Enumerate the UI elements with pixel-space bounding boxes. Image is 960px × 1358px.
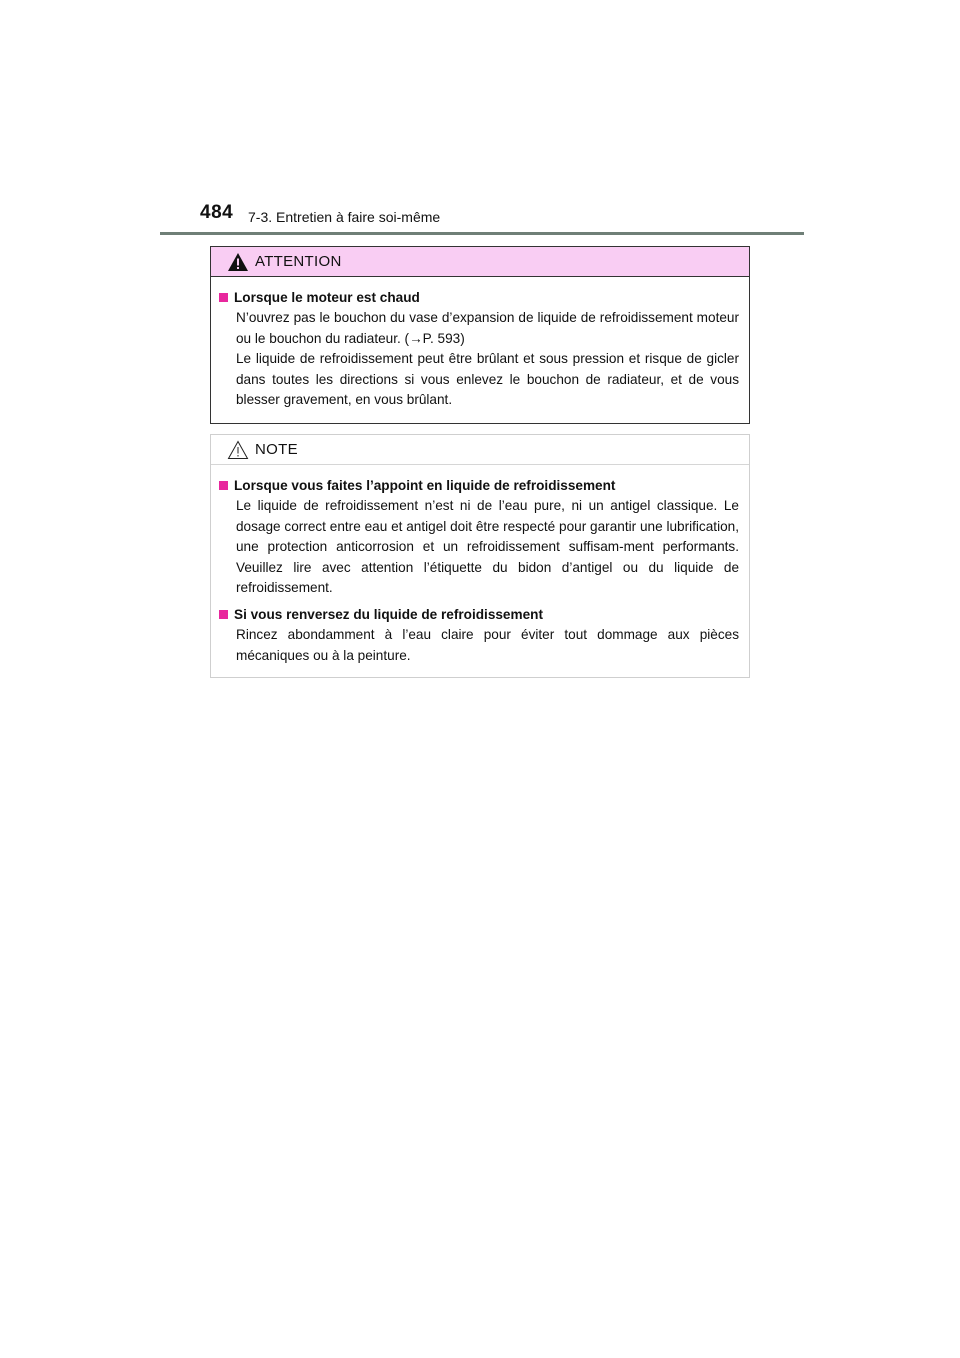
page-header: [200, 202, 800, 232]
warning-triangle-icon: [227, 252, 249, 272]
caution-item: [219, 290, 739, 411]
note-box: [210, 434, 750, 678]
note-item-title-text: Lorsque vous faites l’appoint en liquide de refroidissement: [234, 478, 616, 493]
bullet-square-icon: [219, 293, 228, 302]
caution-paragraph: Le liquide de refroidissement peut être brûlant et sous pression et risque de gicler dans toutes les directions si vous enlevez le bouchon de radiateur, et de vous blesser gravement, en vous brûlant.: [236, 351, 739, 408]
header-rule: [160, 232, 804, 235]
note-label: NOTE: [255, 441, 298, 458]
bullet-square-icon: [219, 610, 228, 619]
caution-item-title-text: Lorsque le moteur est chaud: [234, 290, 420, 305]
note-paragraph: Le liquide de refroidissement n’est ni de l’eau pure, ni un antigel classique. Le dosage correct entre eau et antigel doit être respecté pour garantir une lubrification, une protection anticorrosion et un refroidissement suffisam-ment performants. Veuillez lire avec attention l’étiquette du bidon d’antigel ou du liquide de refroidissement.: [236, 498, 739, 596]
note-body: [211, 465, 749, 666]
note-item-title-text: Si vous renversez du liquide de refroidissement: [234, 606, 543, 622]
note-paragraph: Rincez abondamment à l’eau claire pour éviter tout dommage aux pièces mécaniques ou à la peinture.: [236, 626, 739, 663]
note-item: [219, 478, 739, 599]
caution-body: [211, 277, 749, 411]
caution-label: ATTENTION: [255, 253, 342, 270]
note-item-title: [219, 607, 739, 622]
note-item: [219, 607, 739, 666]
caution-header: [211, 247, 749, 277]
caution-item-title: [219, 290, 739, 305]
section-title: 7-3. Entretien à faire soi-même: [248, 209, 441, 225]
page-number: 484: [200, 202, 234, 223]
note-header: [211, 435, 749, 465]
bullet-square-icon: [219, 481, 228, 490]
caution-paragraph: N’ouvrez pas le bouchon du vase d’expansion de liquide de refroidissement moteur ou le bouchon du radiateur. (→P. 593): [236, 310, 739, 346]
caution-box: [210, 246, 750, 424]
warning-triangle-outline-icon: [227, 440, 249, 460]
note-item-title: [219, 478, 739, 493]
